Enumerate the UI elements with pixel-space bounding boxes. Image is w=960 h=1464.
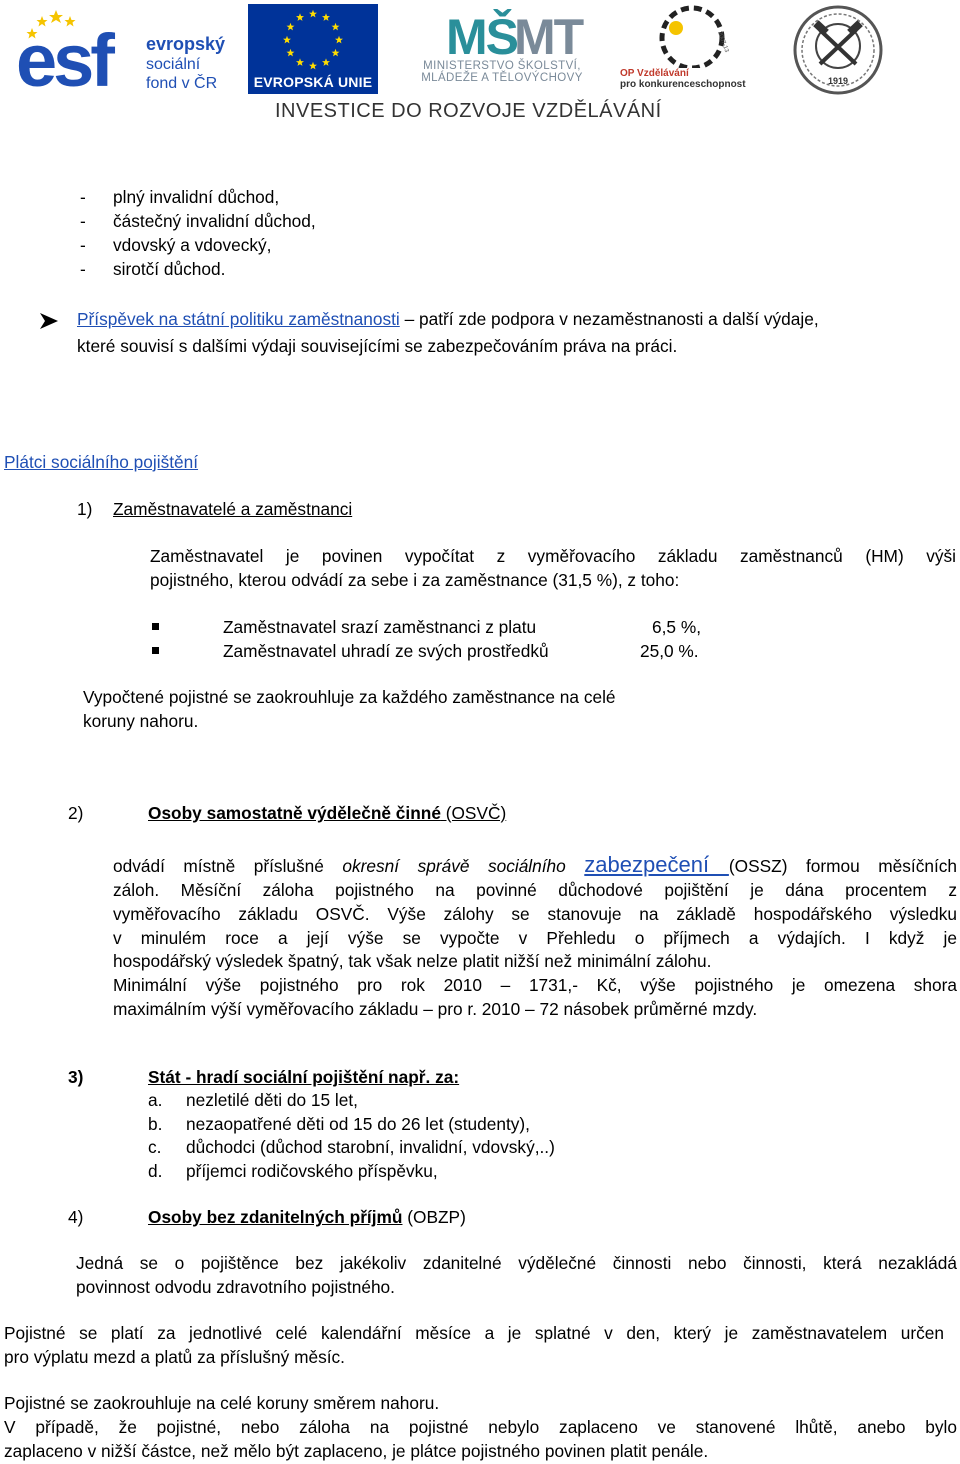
esf-text-3: fond v ČR [146,75,218,92]
list-item: nezaopatřené děti od 15 do 26 let (studenty), [186,1114,530,1134]
zabezpeceni-link[interactable]: zabezpečení [584,852,729,877]
list-item-marker: - [80,211,86,231]
op-logo [618,2,768,94]
arrow-item-line-2: které souvisí s dalšími výdaji souvisejícími se zabezpečováním práva na práci. [77,336,678,356]
s1-note-line: Vypočtené pojistné se zaokrouhluje za každého zaměstnance na celé [83,687,616,707]
s4-heading [148,1206,466,1230]
square-bullet-icon [152,623,159,630]
op-line-1: OP Vzdělávání [620,68,689,79]
s2-line: hospodářský výsledek špatný, tak však nelze platit nižší než minimální zálohu. [113,951,712,972]
s4-abbr: (OBZP) [402,1207,466,1227]
esf-text-1: evropský [146,34,226,54]
msmt-logo [388,2,616,94]
esf-text-2: sociální [146,56,201,73]
svg-text:MT: MT [514,9,583,62]
eu-star-icon [335,36,343,44]
seal-year: 1919 [827,76,849,86]
list-item-marker: b. [148,1114,163,1134]
s1-bullet-label: Zaměstnavatel uhradí ze svých prostředků [223,641,549,661]
eu-logo-text: EVROPSKÁ UNIE [253,74,373,90]
university-seal-logo [792,4,884,96]
s2-title: Osoby samostatně výdělečně činné [148,803,441,823]
eu-logo [248,4,378,94]
s2-line: Minimální výše pojistného pro rok 2010 – 1731,- Kč, výše pojistného je omezena shora [113,975,957,996]
payment-line: pro výplatu mezd a platů za příslušný měsíc. [4,1346,345,1367]
s3-number: 3) [68,1067,84,1087]
op-line-2: pro konkurenceschopnost [620,79,746,90]
arrow-item-rest: patří zde podpora v nezaměstnanosti a další výdaje, [414,309,819,329]
eu-star-icon [322,58,330,66]
s2-line: maximálním výší vyměřovacího základu – pro r. 2010 – 72 násobek průměrné mzdy. [113,998,758,1019]
eu-star-icon [332,23,340,31]
s1-paragraph-line: pojistného, kterou odvádí za sebe i za zaměstnance (31,5 %), z toho: [150,569,680,590]
eu-star-icon [309,62,317,70]
s2-paragraph [113,852,957,1022]
svg-text:esf: esf [16,19,111,92]
list-item-marker: a. [148,1090,163,1110]
payment-line: Pojistné se platí za jednotlivé celé kalendářní měsíce a je splatné v den, který je zaměstnavatelem určen [4,1323,944,1343]
list-item: nezletilé děti do 15 let, [186,1090,358,1110]
s4-line: Jedná se o pojištěnce bez jakékoliv zdanitelné výdělečné činnosti nebo činnosti, která nezakládá [76,1253,957,1273]
svg-text:MŠ: MŠ [446,9,517,62]
eu-star-icon [296,58,304,66]
list-item-marker: c. [148,1137,162,1157]
msmt-logo-mark [388,2,616,62]
s1-bullet-value: 25,0 %. [640,641,699,661]
list-item: příjemci rodičovského příspěvku, [186,1161,438,1181]
s1-bullet-value: 6,5 %, [652,617,701,637]
list-item: částečný invalidní důchod, [113,211,316,231]
s2-abbr: (OSVČ) [440,803,507,823]
arrow-item-dash: – [404,309,415,329]
square-bullet-icon [152,647,159,654]
s4-title: Osoby bez zdanitelných příjmů [148,1207,403,1227]
eu-star-icon [286,49,294,57]
list-item-marker: - [80,259,86,279]
s2-line: vyměřovacího základu OSVČ. Výše zálohy se stanovuje na základě hospodářského výsledku [113,903,957,924]
s1-paragraph [150,545,956,593]
s1-title: Zaměstnavatelé a zaměstnanci [113,499,353,519]
s3-title: Stát - hradí sociální pojištění např. za: [148,1067,460,1087]
s4-line: povinnost odvodu zdravotního pojistného. [76,1276,395,1297]
eu-star-icon [309,10,317,18]
eu-star-icon [322,13,330,21]
eu-star-icon [332,49,340,57]
list-item: důchodci (důchod starobní, invalidní, vdovský,..) [186,1137,555,1157]
msmt-line-1: MINISTERSTVO ŠKOLSTVÍ, [423,60,581,72]
eu-stars-icon [271,6,355,74]
rounding-line: V případě, že pojistné, nebo záloha na pojistné nebylo zaplaceno ve stanovené lhůtě, anebo bylo [4,1416,957,1437]
section-title: Plátci sociálního pojištění [4,452,199,472]
s2-text [566,856,585,876]
list-item-marker: d. [148,1161,163,1181]
s2-italic-text: okresní správě sociálního [342,856,566,876]
esf-logo-mark [14,4,244,92]
arrow-item-line-1 [77,308,819,332]
s2-line [113,852,957,879]
rounding-line: zaplaceno v nižší částce, než mělo být zaplaceno, je plátce pojistného povinen platit penále. [4,1440,709,1461]
s1-note-line: koruny nahoru. [83,711,199,731]
arrow-item-title: Příspěvek na státní politiku zaměstnanosti [77,309,400,329]
s2-line: záloh. Měsíční záloha pojistného na povinné důchodové pojištění je dána procentem z [113,880,957,900]
esf-logo [14,4,244,92]
s4-paragraph [76,1252,957,1300]
investice-tagline: INVESTICE DO ROZVOJE VZDĚLÁVÁNÍ [275,100,662,122]
s1-number: 1) [77,499,93,519]
eu-star-icon [286,23,294,31]
seal-icon [792,4,884,96]
eu-star-icon [283,36,291,44]
eu-star-icon [296,13,304,21]
s1-paragraph-line: Zaměstnavatel je povinen vypočítat z vyměřovacího základu zaměstnanců (HM) výši [150,546,956,566]
rounding-paragraph [4,1392,957,1463]
op-year: 2007-13 [716,30,730,54]
s2-text: (OSSZ) formou měsíčních [728,856,958,876]
list-item: vdovský a vdovecký, [113,235,272,255]
msmt-logo-text [388,60,616,84]
s2-line: v minulém roce a její výše se vypočte v Přehledu o příjmech a výdajích. I když je [113,927,957,948]
list-item: sirotčí důchod. [113,259,226,279]
list-item-marker: - [80,187,86,207]
s4-number: 4) [68,1207,84,1227]
s2-number: 2) [68,803,84,823]
list-item: plný invalidní důchod, [113,187,280,207]
rounding-line: Pojistné se zaokrouhluje na celé koruny směrem nahoru. [4,1393,440,1413]
msmt-line-2: MLÁDEŽE A TĚLOVÝCHOVY [421,72,583,84]
header-logos [0,0,960,130]
op-logo-text [620,68,770,90]
list-item-marker: - [80,235,86,255]
s2-heading [148,802,506,826]
op-logo-mark [618,2,768,68]
payment-paragraph [4,1322,944,1370]
s2-text: odvádí místně příslušné [113,856,343,876]
arrow-bullet-icon [40,313,58,329]
s1-bullet-label: Zaměstnavatel srazí zaměstnanci z platu [223,617,537,637]
